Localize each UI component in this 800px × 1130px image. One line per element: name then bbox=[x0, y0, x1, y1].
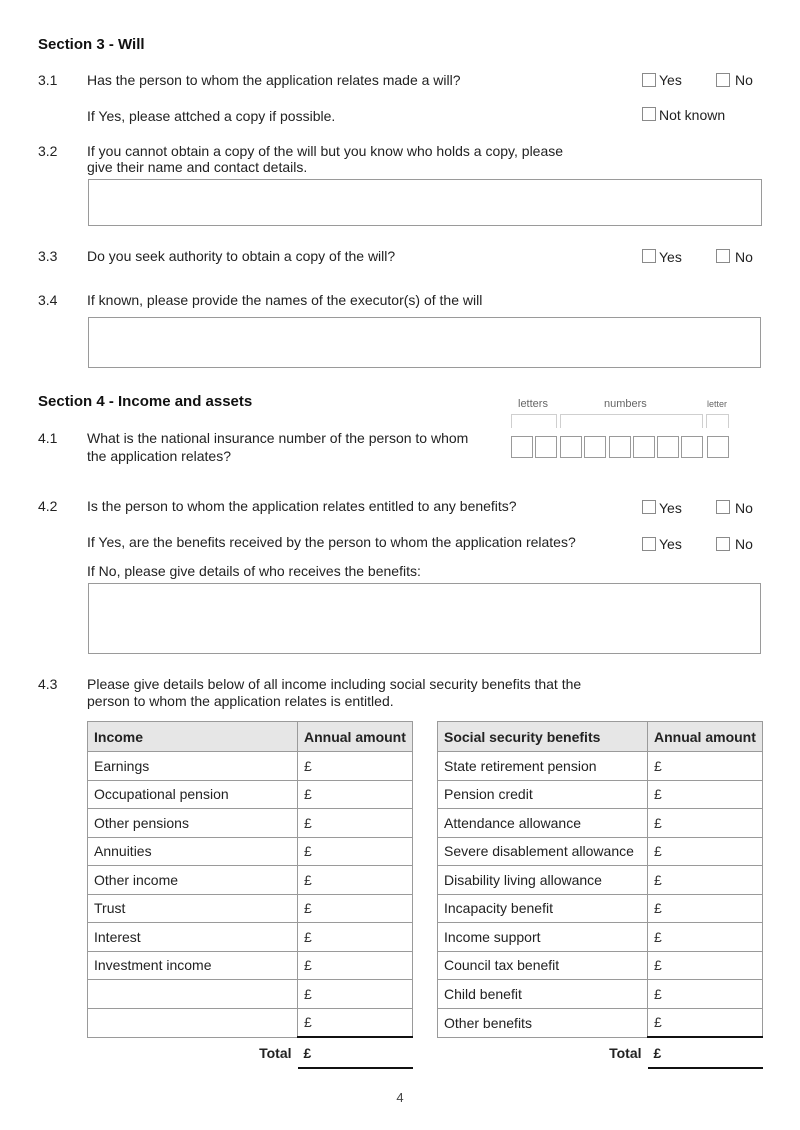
amount-cell[interactable]: £ bbox=[648, 894, 763, 923]
amount-cell[interactable]: £ bbox=[298, 1008, 413, 1037]
income-type: Investment income bbox=[88, 951, 298, 980]
ni-char-box[interactable] bbox=[707, 436, 729, 458]
benefit-type: Incapacity benefit bbox=[438, 894, 648, 923]
amount-cell[interactable]: £ bbox=[648, 980, 763, 1009]
q3-3-yes-checkbox[interactable] bbox=[642, 249, 656, 263]
question-number: 3.2 bbox=[38, 143, 58, 159]
table-row bbox=[438, 951, 763, 980]
benefits-column-header: Social security benefits bbox=[438, 722, 648, 752]
total-row bbox=[438, 1037, 763, 1068]
ni-char-box[interactable] bbox=[609, 436, 631, 458]
annual-amount-column-header: Annual amount bbox=[648, 722, 763, 752]
question-3-2-line2: give their name and contact details. bbox=[87, 159, 308, 175]
section-4-heading: Section 4 - Income and assets bbox=[38, 393, 253, 410]
total-row bbox=[88, 1037, 413, 1068]
ni-char-box[interactable] bbox=[511, 436, 533, 458]
ni-char-box[interactable] bbox=[657, 436, 679, 458]
amount-cell[interactable]: £ bbox=[648, 752, 763, 781]
income-column-header: Income bbox=[88, 722, 298, 752]
question-number: 4.1 bbox=[38, 430, 58, 446]
question-3-2-line1: If you cannot obtain a copy of the will but you know who holds a copy, please bbox=[87, 143, 564, 159]
q4-2-sub-no-checkbox[interactable] bbox=[716, 537, 730, 551]
benefit-type: Severe disablement allowance bbox=[438, 837, 648, 866]
amount-cell[interactable]: £ bbox=[298, 980, 413, 1009]
question-number: 4.3 bbox=[38, 676, 58, 692]
q4-2-no-label: No bbox=[735, 500, 753, 516]
table-row bbox=[88, 951, 413, 980]
amount-cell[interactable]: £ bbox=[298, 837, 413, 866]
table-row bbox=[438, 809, 763, 838]
ni-char-box[interactable] bbox=[560, 436, 582, 458]
q3-1-yes-label: Yes bbox=[659, 72, 682, 88]
amount-cell[interactable]: £ bbox=[648, 837, 763, 866]
income-total-cell[interactable]: £ bbox=[298, 1037, 413, 1068]
income-type: Trust bbox=[88, 894, 298, 923]
question-number: 3.1 bbox=[38, 72, 58, 88]
amount-cell[interactable]: £ bbox=[648, 809, 763, 838]
table-row bbox=[438, 837, 763, 866]
executors-field[interactable] bbox=[88, 317, 761, 368]
table-row bbox=[88, 780, 413, 809]
income-table bbox=[87, 721, 413, 1069]
table-row bbox=[438, 866, 763, 895]
amount-cell[interactable]: £ bbox=[648, 951, 763, 980]
question-4-3-line1: Please give details below of all income including social security benefits that the bbox=[87, 676, 582, 692]
question-4-1-line2: the application relates? bbox=[87, 448, 231, 464]
table-row bbox=[88, 866, 413, 895]
income-type: Annuities bbox=[88, 837, 298, 866]
question-4-2-subtext2: If No, please give details of who receives the benefits: bbox=[87, 563, 421, 579]
benefits-table bbox=[437, 721, 763, 1069]
q4-2-sub-yes-label: Yes bbox=[659, 536, 682, 552]
amount-cell[interactable]: £ bbox=[298, 809, 413, 838]
q3-3-yes-label: Yes bbox=[659, 249, 682, 265]
income-type-blank[interactable] bbox=[88, 980, 298, 1009]
question-3-1-text: Has the person to whom the application relates made a will? bbox=[87, 72, 461, 88]
amount-cell[interactable]: £ bbox=[298, 780, 413, 809]
question-4-2-subtext: If Yes, are the benefits received by the person to whom the application relates? bbox=[87, 534, 576, 550]
question-number: 4.2 bbox=[38, 498, 58, 514]
q4-2-yes-checkbox[interactable] bbox=[642, 500, 656, 514]
q3-1-no-label: No bbox=[735, 72, 753, 88]
page-number: 4 bbox=[396, 1090, 404, 1105]
income-type: Earnings bbox=[88, 752, 298, 781]
benefit-type: Other benefits bbox=[438, 1008, 648, 1037]
ni-numbers-bracket bbox=[560, 414, 703, 428]
amount-cell[interactable]: £ bbox=[648, 1008, 763, 1037]
question-4-3-line2: person to whom the application relates is entitled. bbox=[87, 693, 394, 709]
section-3-heading: Section 3 - Will bbox=[38, 36, 145, 53]
amount-cell[interactable]: £ bbox=[648, 923, 763, 952]
question-3-4-text: If known, please provide the names of the executor(s) of the will bbox=[87, 292, 483, 308]
table-row bbox=[438, 780, 763, 809]
amount-cell[interactable]: £ bbox=[298, 894, 413, 923]
table-row bbox=[88, 809, 413, 838]
q4-2-yes-label: Yes bbox=[659, 500, 682, 516]
total-label: Total bbox=[259, 1044, 292, 1061]
benefit-type: Disability living allowance bbox=[438, 866, 648, 895]
table-row bbox=[88, 980, 413, 1009]
ni-letter-bracket bbox=[706, 414, 729, 428]
question-3-1-subtext: If Yes, please attched a copy if possible. bbox=[87, 108, 336, 124]
question-4-1-line1: What is the national insurance number of the person to whom bbox=[87, 430, 469, 446]
ni-letters-label: letters bbox=[518, 398, 548, 410]
amount-cell[interactable]: £ bbox=[298, 951, 413, 980]
ni-char-box[interactable] bbox=[633, 436, 655, 458]
benefit-type: Attendance allowance bbox=[438, 809, 648, 838]
q3-1-not-known-checkbox[interactable] bbox=[642, 107, 656, 121]
ni-char-box[interactable] bbox=[681, 436, 703, 458]
amount-cell[interactable]: £ bbox=[648, 780, 763, 809]
annual-amount-column-header: Annual amount bbox=[298, 722, 413, 752]
amount-cell[interactable]: £ bbox=[298, 866, 413, 895]
q3-1-yes-checkbox[interactable] bbox=[642, 73, 656, 87]
q4-2-no-checkbox[interactable] bbox=[716, 500, 730, 514]
amount-cell[interactable]: £ bbox=[298, 923, 413, 952]
table-row bbox=[438, 923, 763, 952]
table-row bbox=[88, 837, 413, 866]
table-row bbox=[438, 980, 763, 1009]
will-holder-details-field[interactable] bbox=[88, 179, 762, 226]
table-row bbox=[438, 1008, 763, 1037]
ni-char-box[interactable] bbox=[584, 436, 606, 458]
ni-char-box[interactable] bbox=[535, 436, 557, 458]
income-type: Occupational pension bbox=[88, 780, 298, 809]
income-type-blank[interactable] bbox=[88, 1008, 298, 1037]
ni-numbers-label: numbers bbox=[604, 398, 647, 410]
q3-1-not-known-label: Not known bbox=[659, 107, 726, 123]
amount-cell[interactable]: £ bbox=[648, 866, 763, 895]
table-row bbox=[88, 923, 413, 952]
question-4-2-text: Is the person to whom the application relates entitled to any benefits? bbox=[87, 498, 517, 514]
income-type: Interest bbox=[88, 923, 298, 952]
income-type: Other pensions bbox=[88, 809, 298, 838]
amount-cell[interactable]: £ bbox=[298, 752, 413, 781]
question-number: 3.4 bbox=[38, 292, 58, 308]
table-row bbox=[88, 1008, 413, 1037]
table-row bbox=[88, 894, 413, 923]
ni-letter-label: letter bbox=[707, 399, 728, 409]
benefit-type: State retirement pension bbox=[438, 752, 648, 781]
benefits-total-cell[interactable]: £ bbox=[648, 1037, 763, 1068]
question-3-3-text: Do you seek authority to obtain a copy of the will? bbox=[87, 248, 396, 264]
q4-2-sub-yes-checkbox[interactable] bbox=[642, 537, 656, 551]
benefit-type: Pension credit bbox=[438, 780, 648, 809]
benefits-recipient-details-field[interactable] bbox=[88, 583, 761, 654]
q3-1-no-checkbox[interactable] bbox=[716, 73, 730, 87]
benefit-type: Council tax benefit bbox=[438, 951, 648, 980]
table-row bbox=[88, 752, 413, 781]
benefit-type: Child benefit bbox=[438, 980, 648, 1009]
q3-3-no-checkbox[interactable] bbox=[716, 249, 730, 263]
income-type: Other income bbox=[88, 866, 298, 895]
table-row bbox=[438, 752, 763, 781]
question-number: 3.3 bbox=[38, 248, 58, 264]
q4-2-sub-no-label: No bbox=[735, 536, 753, 552]
benefit-type: Income support bbox=[438, 923, 648, 952]
q3-3-no-label: No bbox=[735, 249, 753, 265]
ni-letters-bracket bbox=[511, 414, 557, 428]
total-label: Total bbox=[609, 1044, 642, 1061]
table-row bbox=[438, 894, 763, 923]
